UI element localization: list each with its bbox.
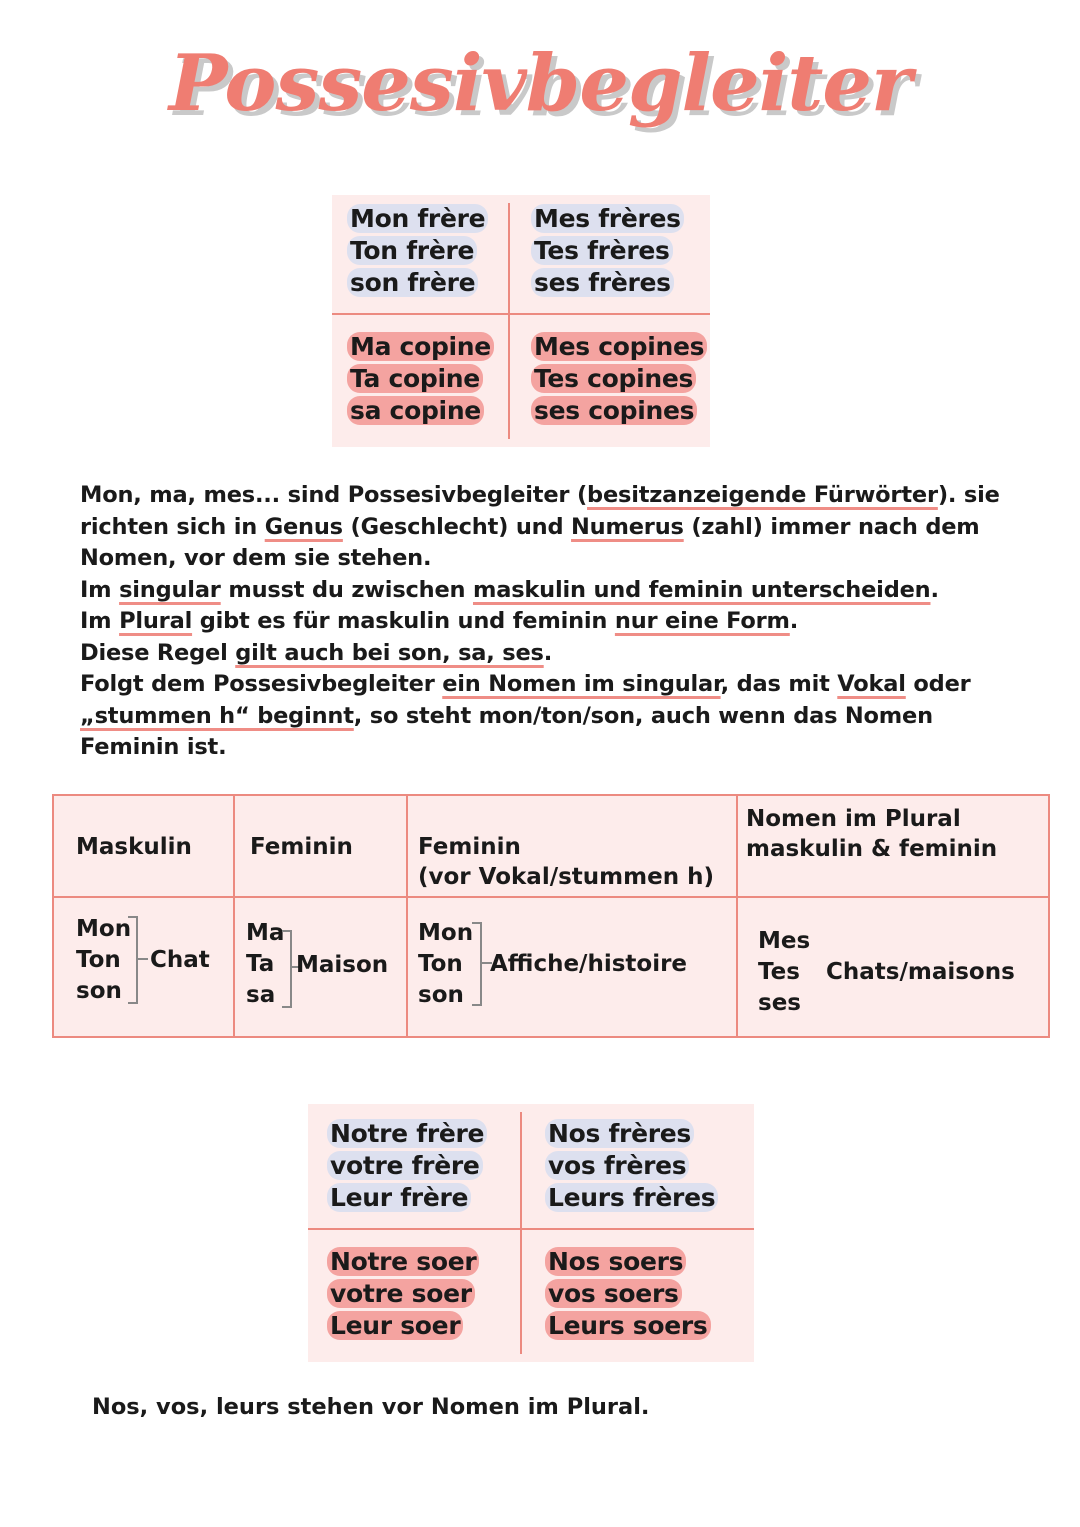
page-title: Possesivbegleiter xyxy=(168,38,912,129)
header-maskulin: Maskulin xyxy=(76,834,192,860)
feminine-forms: Ma Ta sa xyxy=(246,920,285,1008)
bracket xyxy=(128,916,138,1004)
form-ses-copines: ses copines xyxy=(531,396,697,425)
feminine-plural-cell xyxy=(534,331,707,427)
form-leurs-freres: Leurs frères xyxy=(545,1183,718,1212)
possessive-table-singular-persons xyxy=(332,195,710,447)
form-vos-freres: vos frères xyxy=(545,1151,689,1180)
explanation-text: Mon, ma, mes... sind Possesivbegleiter (besitzanzeigende Fürwörter). sie richten sich in Genus (Geschlecht) und Numerus (zahl) immer nach dem Nomen, vor dem sie stehen. Im singular musst du zwischen maskulin und feminin unterscheiden. Im Plural gibt es für maskulin und feminin nur eine Form. Diese Regel gilt auch bei son, sa, ses. Folgt dem Possesivbegleiter ein Nomen im singular, das mit Vokal oder „stummen h“ beginnt, so steht mon/ton/son, auch wenn das Nomen Feminin ist. xyxy=(80,482,1000,760)
noun-chats-maisons: Chats/maisons xyxy=(826,959,1015,985)
form-notre-frere: Notre frère xyxy=(327,1119,487,1148)
header-plural: Nomen im Plural maskulin & feminin xyxy=(746,806,998,862)
form-nos-soers: Nos soers xyxy=(545,1247,686,1276)
masculine-plural-cell xyxy=(534,203,684,299)
form-leurs-soers: Leurs soers xyxy=(545,1311,711,1340)
noun-affiche-histoire: Affiche/histoire xyxy=(490,951,688,977)
header-feminin-vokal: Feminin (vor Vokal/stummen h) xyxy=(418,834,714,890)
feminine-singular-cell xyxy=(330,1246,479,1342)
noun-chat: Chat xyxy=(150,947,210,973)
form-leur-frere: Leur frère xyxy=(327,1183,471,1212)
form-notre-soer: Notre soer xyxy=(327,1247,479,1276)
possessive-table-plural-persons xyxy=(308,1104,754,1362)
plural-forms: Mes Tes ses xyxy=(758,928,811,1016)
form-ta-copine: Ta copine xyxy=(347,364,483,393)
feminine-singular-cell xyxy=(350,331,494,427)
masculine-forms: Mon Ton son xyxy=(76,916,132,1004)
form-sa-copine: sa copine xyxy=(347,396,484,425)
gender-rule-table xyxy=(52,794,1050,1038)
form-leur-soer: Leur soer xyxy=(327,1311,463,1340)
form-tes-copines: Tes copines xyxy=(531,364,696,393)
bracket xyxy=(472,922,482,1006)
noun-maison: Maison xyxy=(296,952,389,978)
form-mes-copines: Mes copines xyxy=(531,332,707,361)
masculine-plural-cell xyxy=(548,1118,718,1214)
form-mes-freres: Mes frères xyxy=(531,204,684,233)
form-ma-copine: Ma copine xyxy=(347,332,494,361)
form-votre-frere: votre frère xyxy=(327,1151,483,1180)
form-mon-frere: Mon frère xyxy=(347,204,488,233)
form-nos-freres: Nos frères xyxy=(545,1119,694,1148)
footer-note: Nos, vos, leurs stehen vor Nomen im Plural. xyxy=(92,1394,650,1420)
form-ses-freres: ses frères xyxy=(531,268,674,297)
masculine-singular-cell xyxy=(330,1118,487,1214)
masculine-singular-cell xyxy=(350,203,488,299)
form-tes-freres: Tes frères xyxy=(531,236,673,265)
form-ton-frere: Ton frère xyxy=(347,236,477,265)
form-votre-soer: votre soer xyxy=(327,1279,475,1308)
form-vos-soers: vos soers xyxy=(545,1279,682,1308)
header-feminin: Feminin xyxy=(250,834,353,860)
feminine-plural-cell xyxy=(548,1246,711,1342)
form-son-frere: son frère xyxy=(347,268,478,297)
bracket xyxy=(282,930,292,1008)
feminine-vowel-forms: Mon Ton son xyxy=(418,920,474,1008)
